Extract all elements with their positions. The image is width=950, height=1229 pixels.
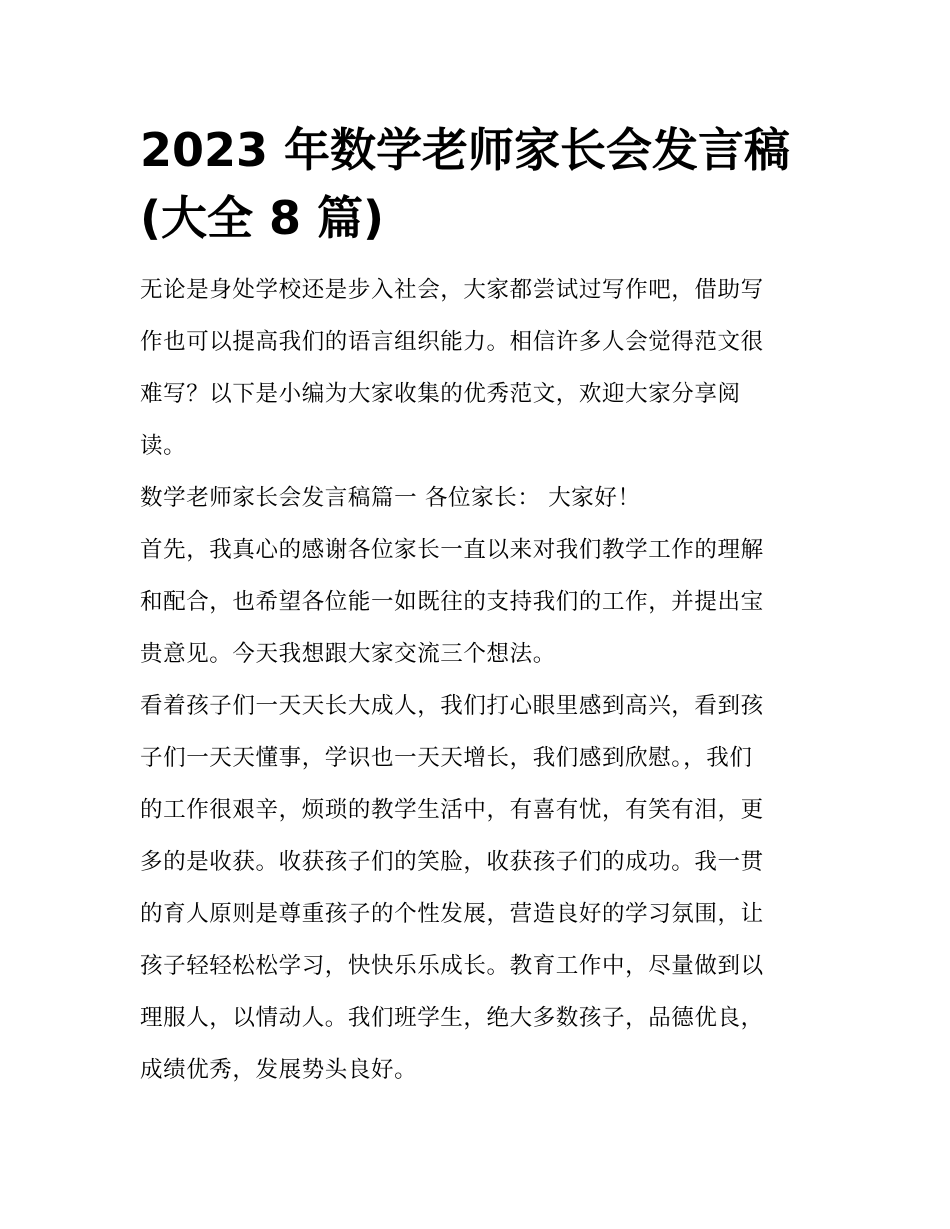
text-line: 作也可以提高我们的语言组织能力。相信许多人会觉得范文很 (140, 329, 764, 355)
text-line: 贵意见。今天我想跟大家交流三个想法。 (140, 641, 556, 667)
text-line: 的工作很艰辛，烦琐的教学生活中，有喜有忧，有笑有泪，更 (140, 797, 764, 823)
text-line: 多的是收获。收获孩子们的笑脸，收获孩子们的成功。我一贯 (140, 849, 764, 875)
intro-paragraph (140, 264, 812, 472)
text-line: 看着孩子们一天天长大成人，我们打心眼里感到高兴，看到孩 (140, 693, 764, 719)
document-title (140, 116, 812, 252)
text-line: 的育人原则是尊重孩子的个性发展，营造良好的学习氛围，让 (140, 901, 764, 927)
text-line: 孩子轻轻松松学习，快快乐乐成长。教育工作中，尽量做到以 (140, 953, 764, 979)
title-line: (大全 8 篇) (140, 191, 385, 245)
text-line: 理服人，以情动人。我们班学生，绝大多数孩子，品德优良， (140, 1005, 764, 1031)
text-line: 无论是身处学校还是步入社会，大家都尝试过写作吧，借助写 (140, 277, 764, 303)
body-paragraph (140, 524, 812, 680)
text-line: 读。 (140, 433, 187, 459)
document-page (140, 116, 812, 1096)
body-paragraph (140, 680, 812, 1096)
document-body (140, 264, 812, 1096)
text-line: 和配合，也希望各位能一如既往的支持我们的工作，并提出宝 (140, 589, 764, 615)
title-line: 2023 年数学老师家长会发言稿 (140, 123, 791, 177)
text-line: 子们一天天懂事，学识也一天天增长，我们感到欣慰。，我们 (140, 745, 753, 771)
text-line: 成绩优秀，发展势头良好。 (140, 1057, 418, 1083)
text-line: 难写？以下是小编为大家收集的优秀范文，欢迎大家分享阅 (140, 381, 741, 407)
text-line: 首先，我真心的感谢各位家长一直以来对我们教学工作的理解 (140, 537, 764, 563)
section-heading-paragraph (140, 472, 812, 524)
text-line: 数学老师家长会发言稿篇一 各位家长： 大家好！ (140, 485, 641, 511)
